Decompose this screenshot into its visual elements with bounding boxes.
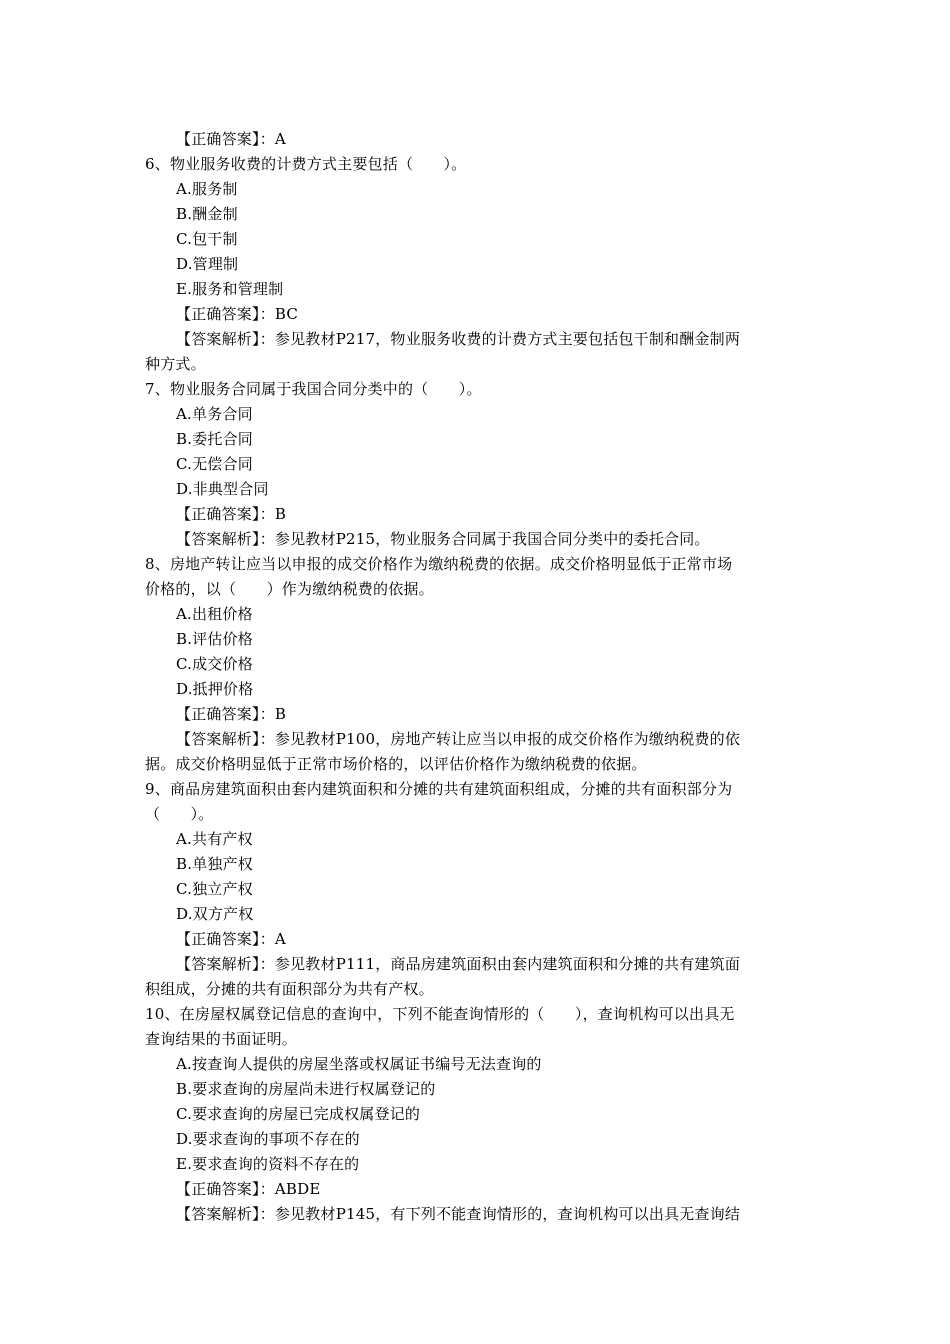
answer-option: A.出租价格	[176, 605, 253, 623]
answer-explanation: 【答案解析】：参见教材P111，商品房建筑面积由套内建筑面积和分摊的共有建筑面	[176, 955, 741, 973]
text-continuation: 价格的，以（ ）作为缴纳税费的依据。	[145, 580, 434, 598]
question-text: 7、物业服务合同属于我国合同分类中的（ ）。	[145, 380, 482, 398]
answer-option: A.单务合同	[176, 405, 253, 423]
answer-option: C.无偿合同	[176, 455, 253, 473]
answer-option: C.包干制	[176, 230, 238, 248]
answer-option: D.双方产权	[176, 905, 254, 923]
answer-option: A.共有产权	[176, 830, 253, 848]
answer-option: D.管理制	[176, 255, 239, 273]
correct-answer: 【正确答案】：B	[176, 705, 287, 723]
answer-explanation: 【答案解析】：参见教材P145，有下列不能查询情形的，查询机构可以出具无查询结	[176, 1205, 741, 1223]
answer-option: A.按查询人提供的房屋坐落或权属证书编号无法查询的	[176, 1055, 542, 1073]
answer-explanation: 【答案解析】：参见教材P100，房地产转让应当以申报的成交价格作为缴纳税费的依	[176, 730, 741, 748]
correct-answer: 【正确答案】：BC	[176, 305, 299, 323]
text-continuation: 查询结果的书面证明。	[145, 1030, 298, 1048]
text-continuation: 积组成，分摊的共有面积部分为共有产权。	[145, 980, 434, 998]
answer-option: A.服务制	[176, 180, 238, 198]
question-text: 10、在房屋权属登记信息的查询中，下列不能查询情形的（ ），查询机构可以出具无	[145, 1005, 735, 1023]
answer-option: D.抵押价格	[176, 680, 254, 698]
question-text: 8、房地产转让应当以申报的成交价格作为缴纳税费的依据。成交价格明显低于正常市场	[145, 555, 733, 573]
answer-option: D.非典型合同	[176, 480, 269, 498]
answer-option: C.成交价格	[176, 655, 253, 673]
correct-answer: 【正确答案】：B	[176, 505, 287, 523]
answer-explanation: 【答案解析】：参见教材P217，物业服务收费的计费方式主要包括包干制和酬金制两	[176, 330, 741, 348]
correct-answer: 【正确答案】：A	[176, 130, 286, 148]
answer-option: E.要求查询的资料不存在的	[176, 1155, 360, 1173]
text-continuation: 据。成交价格明显低于正常市场价格的，以评估价格作为缴纳税费的依据。	[145, 755, 647, 773]
document-page	[145, 127, 811, 1227]
text-continuation: （ ）。	[145, 805, 214, 823]
question-text: 6、物业服务收费的计费方式主要包括（ ）。	[145, 155, 467, 173]
answer-option: D.要求查询的事项不存在的	[176, 1130, 360, 1148]
question-text: 9、商品房建筑面积由套内建筑面积和分摊的共有建筑面积组成，分摊的共有面积部分为	[145, 780, 733, 798]
answer-option: B.要求查询的房屋尚未进行权属登记的	[176, 1080, 436, 1098]
answer-option: C.独立产权	[176, 880, 253, 898]
answer-option: B.评估价格	[176, 630, 253, 648]
text-continuation: 种方式。	[145, 355, 206, 373]
answer-option: B.酬金制	[176, 205, 238, 223]
answer-option: C.要求查询的房屋已完成权属登记的	[176, 1105, 421, 1123]
answer-option: B.单独产权	[176, 855, 253, 873]
answer-option: B.委托合同	[176, 430, 253, 448]
answer-option: E.服务和管理制	[176, 280, 284, 298]
correct-answer: 【正确答案】：A	[176, 930, 286, 948]
correct-answer: 【正确答案】：ABDE	[176, 1180, 321, 1198]
answer-explanation: 【答案解析】：参见教材P215，物业服务合同属于我国合同分类中的委托合同。	[176, 530, 710, 548]
